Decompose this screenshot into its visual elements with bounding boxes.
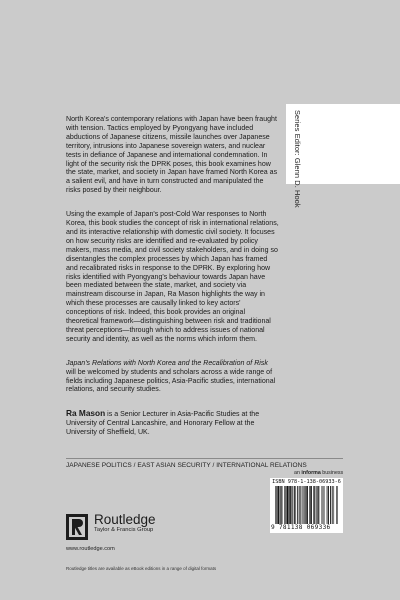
barcode-bar [291,486,292,524]
barcode-bar [317,486,318,524]
barcode-bar [304,486,305,524]
ebook-note: Routledge titles are available as eBook editions in a range of digital formats [66,566,217,571]
barcode-bar [336,486,337,524]
imprint-brand: informa [301,470,321,476]
barcode-bar [292,486,293,524]
blurb [66,116,279,447]
barcode-digits: 9 781138 069336 [271,524,331,531]
barcode-bar [303,486,304,524]
barcode-bar [297,486,298,524]
barcode-bar [324,486,325,524]
barcode-bar [278,486,279,524]
barcode-bar [288,486,289,524]
barcode-bar [300,486,301,524]
barcode [275,486,338,524]
barcode-bar [307,486,308,524]
barcode-panel [270,478,343,533]
publisher-url[interactable]: www.routledge.com [66,546,115,552]
barcode-bar [290,486,291,524]
barcode-bar [327,486,328,524]
imprint-prefix: an [294,470,302,476]
barcode-bar [290,486,291,524]
barcode-bar [284,486,285,524]
barcode-bar [277,486,278,524]
barcode-bar [318,486,319,524]
barcode-bar [276,486,277,524]
barcode-bar [322,486,323,524]
barcode-bar [280,486,281,524]
barcode-bar [286,486,287,524]
barcode-bar [281,486,282,524]
barcode-bar [310,486,311,524]
barcode-bar [289,486,290,524]
barcode-bar [294,486,295,524]
barcode-bar [337,486,338,524]
author-name: Ra Mason [66,408,106,419]
barcode-bar [275,486,276,524]
barcode-bar [313,486,314,524]
barcode-bar [307,486,308,524]
book-title: Japan's Relations with North Korea and the Recalibration of Risk [66,359,268,367]
barcode-bar [319,486,320,524]
informa-imprint [294,470,343,476]
imprint-suffix: business [320,470,344,476]
barcode-bar [302,486,303,524]
barcode-bar [328,486,329,524]
barcode-bar [305,486,306,524]
author-bio [66,409,279,438]
subject-categories: JAPANESE POLITICS / EAST ASIAN SECURITY / INTERNATIONAL RELATIONS [66,462,307,469]
author-bio-text: is a Senior Lecturer in Asia-Pacific Studies at the University of Central Lancashire, and Honorary Fellow at the University of Sheffield, UK. [66,411,260,437]
barcode-bar [314,486,315,524]
barcode-bar [282,486,283,524]
barcode-bar [316,486,317,524]
barcode-bar [278,486,279,524]
divider [66,458,343,459]
barcode-bar [323,486,324,524]
barcode-bar [332,486,333,524]
blurb-paragraph-1: North Korea's contemporary relations with Japan have been fraught with tension. Tactics employed by Pyongyang have included abductions of Japanese citizens, missile launches over Japanese territory, intrusions into Japanese sovereign waters, and nuclear tests in defiance of Japanese and international condemnation. In light of the security risk the DPRK poses, this book examines how the state, market, and society in Japan have framed North Korea as a salient evil, and have in turn constructed and manipulated the risks posed by their neighbour. [66,116,278,195]
barcode-bar [298,486,299,524]
barcode-bar [294,486,295,524]
barcode-bar [295,486,296,524]
barcode-bar [311,486,312,524]
barcode-bar [306,486,307,524]
blurb-paragraph-3 [66,360,279,396]
barcode-bar [331,486,332,524]
publisher-name: Routledge [94,512,156,527]
series-editor-label [290,110,302,208]
barcode-bar [333,486,334,524]
barcode-bar [311,486,312,524]
barcode-bar [299,486,300,524]
spine-strip [286,104,400,184]
barcode-bar [330,486,331,524]
blurb-paragraph-3-rest: will be welcomed by students and scholars across a wide range of fields including Japanese politics, Asia-Pacific studies, international relations, and security studies. [66,368,276,394]
barcode-bar [309,486,310,524]
isbn-label: ISBN 978-1-138-06933-6 [272,479,341,485]
barcode-bar [287,486,288,524]
routledge-logo-icon [66,514,88,540]
blurb-paragraph-2: Using the example of Japan's post-Cold War responses to North Korea, this book studies the concept of risk in international relations, and its interactive relationship with domestic civil society. It focuses on how security risks are identified and re-evaluated by policy makers, mass media, and civil society stakeholders, and in doing so disentangles the complex processes by which Japan has framed and recalibrated risks in response to the DPRK. By exploring how risks identified with Pyongyang's behaviour towards Japan have been mediated between the state, market, and society via mainstream discourse in Japan, Ra Mason highlights the way in which these processes are causally linked to key actors' conceptions of risk. Indeed, this book provides an original theoretical framework—distinguishing between risk and traditional threat perceptions—through which to address issues of national security and identity, as well as the norms which inform them. [66,211,279,343]
barcode-bar [287,486,288,524]
barcode-bar [285,486,286,524]
barcode-bar [328,486,329,524]
barcode-bar [315,486,316,524]
publisher-group: Taylor & Francis Group [94,527,154,533]
series-editor-text: Series Editor: Glenn D. Hook [293,110,302,208]
barcode-bar [280,486,281,524]
